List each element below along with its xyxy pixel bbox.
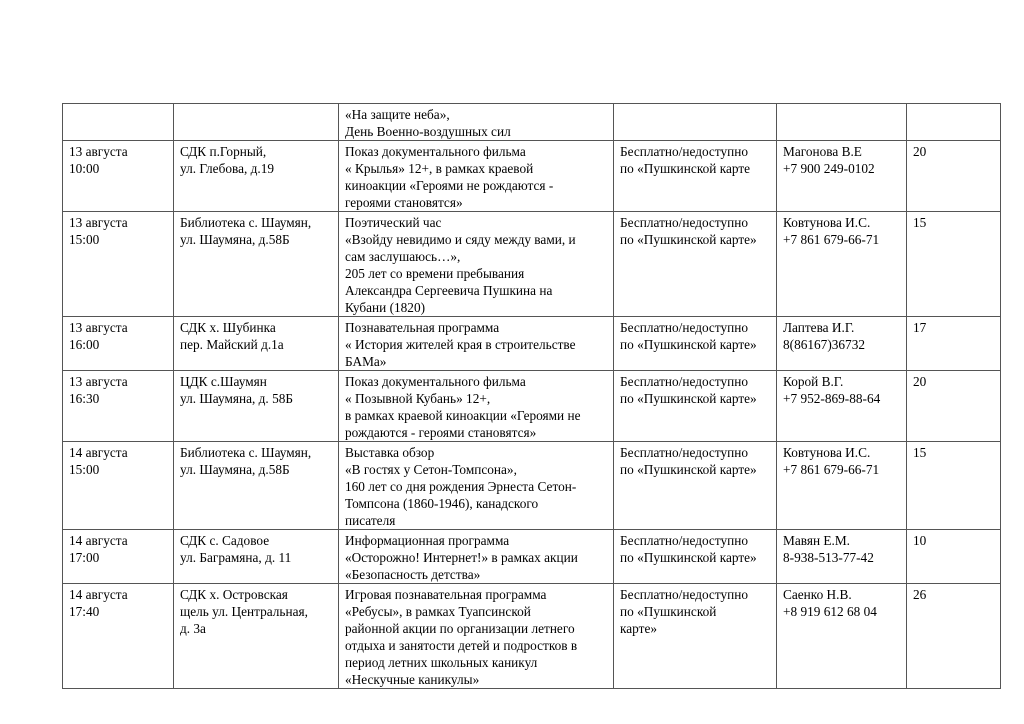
table-row bbox=[63, 141, 1001, 212]
datetime-cell: 13 августа 15:00 bbox=[63, 212, 174, 317]
place-cell: ЦДК с.Шаумян ул. Шаумяна, д. 58Б bbox=[174, 371, 339, 442]
count-cell: 26 bbox=[907, 584, 1001, 689]
contact-cell: Ковтунова И.С. +7 861 679-66-71 bbox=[777, 442, 907, 530]
event-cell: Игровая познавательная программа «Ребусы», в рамках Туапсинской районной акции по организации летнего отдыха и занятости детей и подростков в период летних школьных каникул «Нескучные каникулы» bbox=[339, 584, 614, 689]
place-cell: СДК х. Островская щель ул. Центральная, д. 3а bbox=[174, 584, 339, 689]
contact-cell bbox=[777, 104, 907, 141]
count-cell: 15 bbox=[907, 212, 1001, 317]
contact-cell: Ковтунова И.С. +7 861 679-66-71 bbox=[777, 212, 907, 317]
contact-cell: Саенко Н.В. +8 919 612 68 04 bbox=[777, 584, 907, 689]
table-row bbox=[63, 104, 1001, 141]
price-cell bbox=[614, 104, 777, 141]
events-table bbox=[62, 103, 1001, 689]
place-cell: Библиотека с. Шаумян, ул. Шаумяна, д.58Б bbox=[174, 442, 339, 530]
place-cell bbox=[174, 104, 339, 141]
event-cell: Показ документального фильма « Позывной Кубань» 12+, в рамках краевой киноакции «Героями не рождаются - героями становятся» bbox=[339, 371, 614, 442]
datetime-cell bbox=[63, 104, 174, 141]
price-cell: Бесплатно/недоступно по «Пушкинской карте» bbox=[614, 317, 777, 371]
count-cell: 10 bbox=[907, 530, 1001, 584]
count-cell: 15 bbox=[907, 442, 1001, 530]
datetime-cell: 14 августа 15:00 bbox=[63, 442, 174, 530]
contact-cell: Корой В.Г. +7 952-869-88-64 bbox=[777, 371, 907, 442]
place-cell: СДК с. Садовое ул. Баграмяна, д. 11 bbox=[174, 530, 339, 584]
event-cell: Показ документального фильма « Крылья» 12+, в рамках краевой киноакции «Героями не рождаются - героями становятся» bbox=[339, 141, 614, 212]
datetime-cell: 13 августа 10:00 bbox=[63, 141, 174, 212]
contact-cell: Магонова В.Е +7 900 249-0102 bbox=[777, 141, 907, 212]
place-cell: СДК п.Горный, ул. Глебова, д.19 bbox=[174, 141, 339, 212]
count-cell: 20 bbox=[907, 371, 1001, 442]
price-cell: Бесплатно/недоступно по «Пушкинской карте» bbox=[614, 212, 777, 317]
place-cell: Библиотека с. Шаумян, ул. Шаумяна, д.58Б bbox=[174, 212, 339, 317]
price-cell: Бесплатно/недоступно по «Пушкинской карте» bbox=[614, 584, 777, 689]
event-cell: Информационная программа «Осторожно! Интернет!» в рамках акции «Безопасность детства» bbox=[339, 530, 614, 584]
table-row bbox=[63, 442, 1001, 530]
price-cell: Бесплатно/недоступно по «Пушкинской карте bbox=[614, 141, 777, 212]
count-cell: 17 bbox=[907, 317, 1001, 371]
table-row bbox=[63, 584, 1001, 689]
event-cell: Выставка обзор «В гостях у Сетон-Томпсона», 160 лет со дня рождения Эрнеста Сетон- Томпсона (1860-1946), канадского писателя bbox=[339, 442, 614, 530]
datetime-cell: 14 августа 17:40 bbox=[63, 584, 174, 689]
event-cell: Познавательная программа « История жителей края в строительстве БАМа» bbox=[339, 317, 614, 371]
place-cell: СДК х. Шубинка пер. Майский д.1а bbox=[174, 317, 339, 371]
contact-cell: Лаптева И.Г. 8(86167)36732 bbox=[777, 317, 907, 371]
event-cell: Поэтический час «Взойду невидимо и сяду между вами, и сам заслушаюсь…», 205 лет со времени пребывания Александра Сергеевича Пушкина на Кубани (1820) bbox=[339, 212, 614, 317]
contact-cell: Мавян Е.М. 8-938-513-77-42 bbox=[777, 530, 907, 584]
datetime-cell: 14 августа 17:00 bbox=[63, 530, 174, 584]
table-row bbox=[63, 530, 1001, 584]
count-cell bbox=[907, 104, 1001, 141]
table-row bbox=[63, 212, 1001, 317]
event-cell: «На защите неба», День Военно-воздушных сил bbox=[339, 104, 614, 141]
price-cell: Бесплатно/недоступно по «Пушкинской карте» bbox=[614, 371, 777, 442]
table-row bbox=[63, 317, 1001, 371]
count-cell: 20 bbox=[907, 141, 1001, 212]
price-cell: Бесплатно/недоступно по «Пушкинской карте» bbox=[614, 530, 777, 584]
datetime-cell: 13 августа 16:30 bbox=[63, 371, 174, 442]
datetime-cell: 13 августа 16:00 bbox=[63, 317, 174, 371]
price-cell: Бесплатно/недоступно по «Пушкинской карте» bbox=[614, 442, 777, 530]
table-row bbox=[63, 371, 1001, 442]
